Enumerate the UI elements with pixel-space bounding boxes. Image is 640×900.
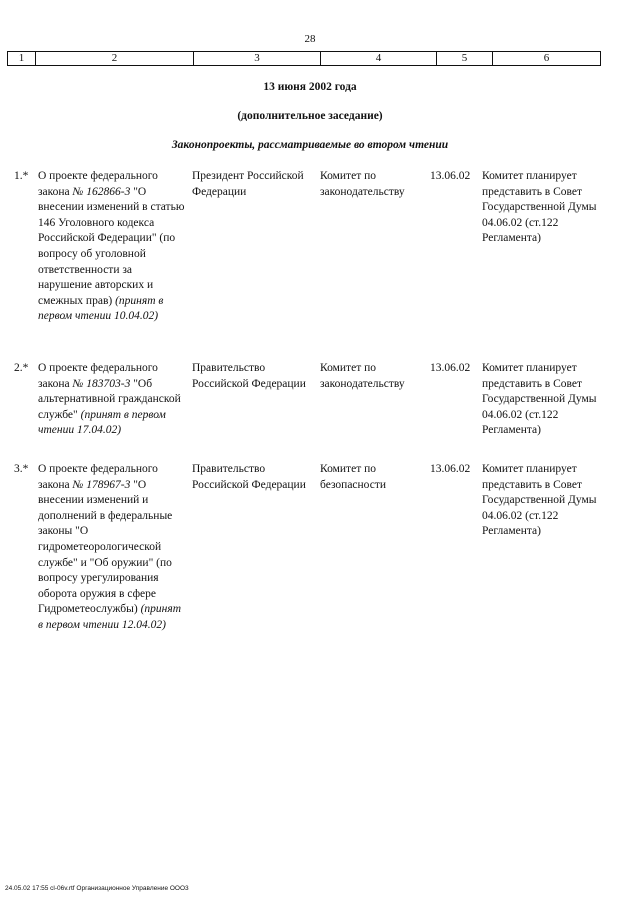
page-number: 28 [304, 33, 316, 45]
committee-plan: Комитет планирует представить в Совет Государственной Думы 04.06.02 (ст.122 Регламента) [482, 362, 597, 437]
column-number: 2 [36, 52, 194, 66]
date-heading: 13 июня 2002 года [263, 81, 357, 93]
committee-plan: Комитет планирует представить в Совет Государственной Думы 04.06.02 (ст.122 Регламента) [482, 170, 597, 245]
review-date: 13.06.02 [430, 170, 471, 182]
bill-registration-number: № 178967-3 [72, 478, 131, 491]
review-date: 13.06.02 [430, 362, 471, 374]
reading-note: (принят в первом чтении 17.04.02) [38, 408, 166, 437]
document-footer: 24.05.02 17:55 cl-06v.rtf Организационное Управление ООО3 [5, 885, 189, 892]
section-heading: Законопроекты, рассматриваемые во втором чтении [171, 139, 449, 151]
session-type: (дополнительное заседание) [237, 110, 383, 122]
column-number: 4 [321, 52, 437, 66]
bill-title [38, 169, 188, 325]
committee-plan: Комитет планирует представить в Совет Государственной Думы 04.06.02 (ст.122 Регламента) [482, 463, 597, 538]
column-number-row [7, 51, 601, 66]
bill-title-detail: "О внесении изменений в статью 146 Уголовного кодекса Российской Федерации" (по вопросу об уголовной ответственности за нарушение авторских и смежных прав) [38, 185, 185, 307]
initiator: Правительство Российской Федерации [192, 463, 306, 491]
bill-title-text: О проекте федерального закона [38, 362, 158, 390]
review-date: 13.06.02 [430, 463, 471, 475]
column-number: 3 [194, 52, 321, 66]
committee: Комитет по безопасности [320, 463, 387, 491]
bill-number: 1.* [14, 170, 29, 182]
bill-title [38, 462, 188, 634]
initiator: Правительство Российской Федерации [192, 362, 306, 390]
bill-title-text: О проекте федерального закона [38, 463, 158, 491]
reading-note: (принят в первом чтении 12.04.02) [38, 603, 181, 631]
bill-title-text: О проекте федерального закона [38, 170, 158, 198]
bill-number: 2.* [14, 362, 29, 374]
column-number: 1 [8, 52, 36, 66]
column-number: 5 [437, 52, 493, 66]
initiator: Президент Российской Федерации [192, 170, 304, 198]
bill-title-detail: "Об альтернативной гражданской службе" [38, 377, 181, 421]
bill-title-detail: "О внесении изменений и дополнений в федеральные законы "О гидрометеорологической службе" и "Об оружии" (по вопросу урегулирования оборота оружия в сфере Гидрометеослужбы) [38, 478, 173, 616]
column-number: 6 [493, 52, 601, 66]
reading-note: (принят в первом чтении 10.04.02) [38, 294, 164, 323]
bill-title [38, 361, 188, 439]
committee: Комитет по законодательству [320, 170, 405, 198]
bill-number: 3.* [14, 463, 29, 475]
committee: Комитет по законодательству [320, 362, 405, 390]
bill-registration-number: № 162866-3 [72, 185, 131, 198]
bill-registration-number: № 183703-3 [72, 377, 131, 390]
